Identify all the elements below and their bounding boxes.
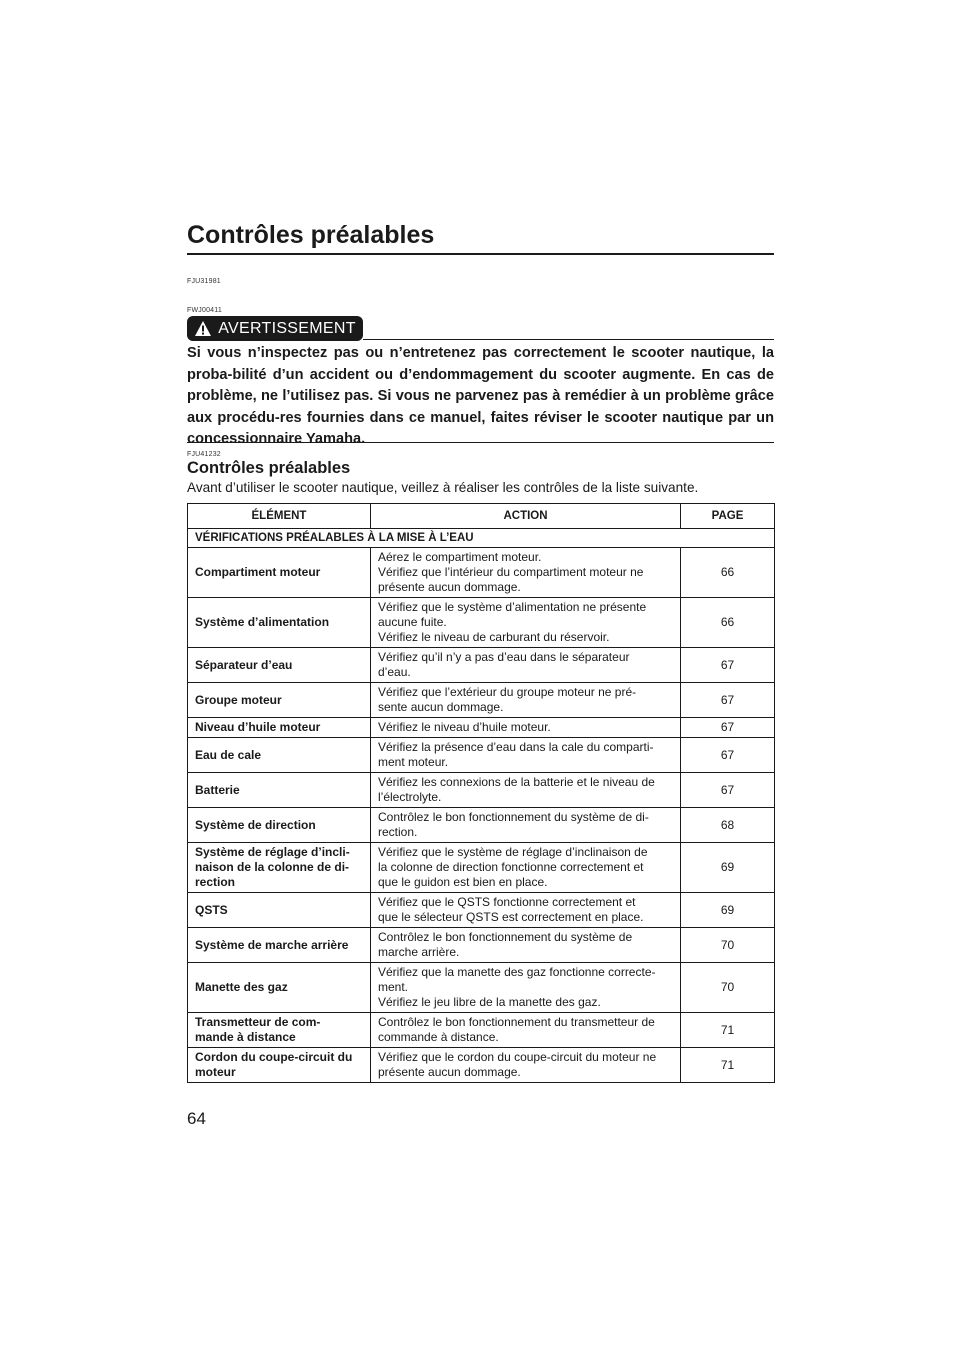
row-item: Séparateur d’eau: [188, 648, 371, 683]
warning-label: AVERTISSEMENT: [218, 319, 356, 337]
row-action: Vérifiez le niveau d’huile moteur.: [371, 718, 681, 738]
header-action: ACTION: [371, 504, 681, 529]
row-action: Vérifiez que le cordon du coupe-circuit du moteur ne présente aucun dommage.: [371, 1048, 681, 1083]
row-action: Vérifiez la présence d’eau dans la cale du comparti- ment moteur.: [371, 738, 681, 773]
table-row: [188, 808, 775, 843]
row-item: Niveau d’huile moteur: [188, 718, 371, 738]
row-item: Système d’alimentation: [188, 598, 371, 648]
row-page: 69: [681, 843, 775, 893]
reference-code: FJU31981: [187, 278, 221, 285]
checks-table: [187, 503, 775, 1083]
row-action: Contrôlez le bon fonctionnement du système de di- rection.: [371, 808, 681, 843]
row-item: Cordon du coupe-circuit du moteur: [188, 1048, 371, 1083]
row-item: Manette des gaz: [188, 963, 371, 1013]
row-action: Vérifiez que l’extérieur du groupe moteur ne pré- sente aucun dommage.: [371, 683, 681, 718]
page-title: Contrôles préalables: [187, 221, 435, 249]
table-row: [188, 928, 775, 963]
row-page: 67: [681, 648, 775, 683]
row-item: Eau de cale: [188, 738, 371, 773]
header-element: ÉLÉMENT: [188, 504, 371, 529]
row-action: Contrôlez le bon fonctionnement du transmetteur de commande à distance.: [371, 1013, 681, 1048]
table-header-row: [188, 504, 775, 529]
warning-bottom-rule: [187, 442, 774, 443]
row-page: 70: [681, 963, 775, 1013]
row-action: Vérifiez que le système d’alimentation ne présente aucune fuite. Vérifiez le niveau de carburant du réservoir.: [371, 598, 681, 648]
table-row: [188, 1013, 775, 1048]
section-row-label: VÉRIFICATIONS PRÉALABLES À LA MISE À L’EAU: [188, 529, 775, 548]
table-row: [188, 1048, 775, 1083]
row-page: 67: [681, 718, 775, 738]
row-page: 71: [681, 1048, 775, 1083]
row-page: 66: [681, 598, 775, 648]
row-page: 69: [681, 893, 775, 928]
row-item: Système de marche arrière: [188, 928, 371, 963]
row-action: Vérifiez que le QSTS fonctionne correctement et que le sélecteur QSTS est correctement en place.: [371, 893, 681, 928]
row-page: 66: [681, 548, 775, 598]
title-rule: [187, 253, 774, 255]
row-action: Vérifiez que la manette des gaz fonctionne correcte- ment. Vérifiez le jeu libre de la manette des gaz.: [371, 963, 681, 1013]
row-page: 70: [681, 928, 775, 963]
row-action: Vérifiez les connexions de la batterie et le niveau de l’électrolyte.: [371, 773, 681, 808]
table-row: [188, 718, 775, 738]
section-title: Contrôles préalables: [187, 459, 351, 477]
table-row: [188, 683, 775, 718]
row-page: 67: [681, 683, 775, 718]
table-row: [188, 963, 775, 1013]
row-item: Compartiment moteur: [188, 548, 371, 598]
table-row: [188, 738, 775, 773]
row-item: QSTS: [188, 893, 371, 928]
section-intro: Avant d’utiliser le scooter nautique, veillez à réaliser les contrôles de la liste suivante.: [187, 480, 699, 495]
warning-header: [187, 316, 774, 341]
table-row: [188, 773, 775, 808]
section-code: FJU41232: [187, 451, 221, 458]
row-item: Batterie: [188, 773, 371, 808]
header-page: PAGE: [681, 504, 775, 529]
row-page: 71: [681, 1013, 775, 1048]
row-page: 67: [681, 773, 775, 808]
table-row: [188, 843, 775, 893]
row-item: Système de direction: [188, 808, 371, 843]
table-row: [188, 893, 775, 928]
row-action: Contrôlez le bon fonctionnement du système de marche arrière.: [371, 928, 681, 963]
row-item: Système de réglage d’incli- naison de la colonne de di- rection: [188, 843, 371, 893]
row-page: 67: [681, 738, 775, 773]
row-item: Groupe moteur: [188, 683, 371, 718]
row-item: Transmetteur de com- mande à distance: [188, 1013, 371, 1048]
row-page: 68: [681, 808, 775, 843]
table-row: [188, 598, 775, 648]
warning-rule: [363, 339, 774, 340]
warning-badge: [187, 316, 363, 341]
table-row: [188, 548, 775, 598]
table-row: [188, 648, 775, 683]
page-number: 64: [187, 1109, 206, 1128]
warning-text: Si vous n’inspectez pas ou n’entretenez pas correctement le scooter nautique, la proba-bilité d’un accident ou d’endommagement du scooter augmente. En cas de problème, ne l’utilisez pas. Si vous ne parvenez pas à remédier à un problème grâce aux procédu-res fournies dans ce manuel, faites réviser le scooter nautique par un concessionnaire Yamaha.: [187, 345, 774, 447]
row-action: Vérifiez qu’il n’y a pas d’eau dans le séparateur d’eau.: [371, 648, 681, 683]
row-action: Aérez le compartiment moteur. Vérifiez que l’intérieur du compartiment moteur ne présente aucun dommage.: [371, 548, 681, 598]
row-action: Vérifiez que le système de réglage d’inclinaison de la colonne de direction fonctionne correctement et que le guidon est bien en place.: [371, 843, 681, 893]
warning-triangle-icon: [194, 320, 212, 337]
warning-code: FWJ00411: [187, 307, 222, 314]
table-section-row: [188, 529, 775, 548]
